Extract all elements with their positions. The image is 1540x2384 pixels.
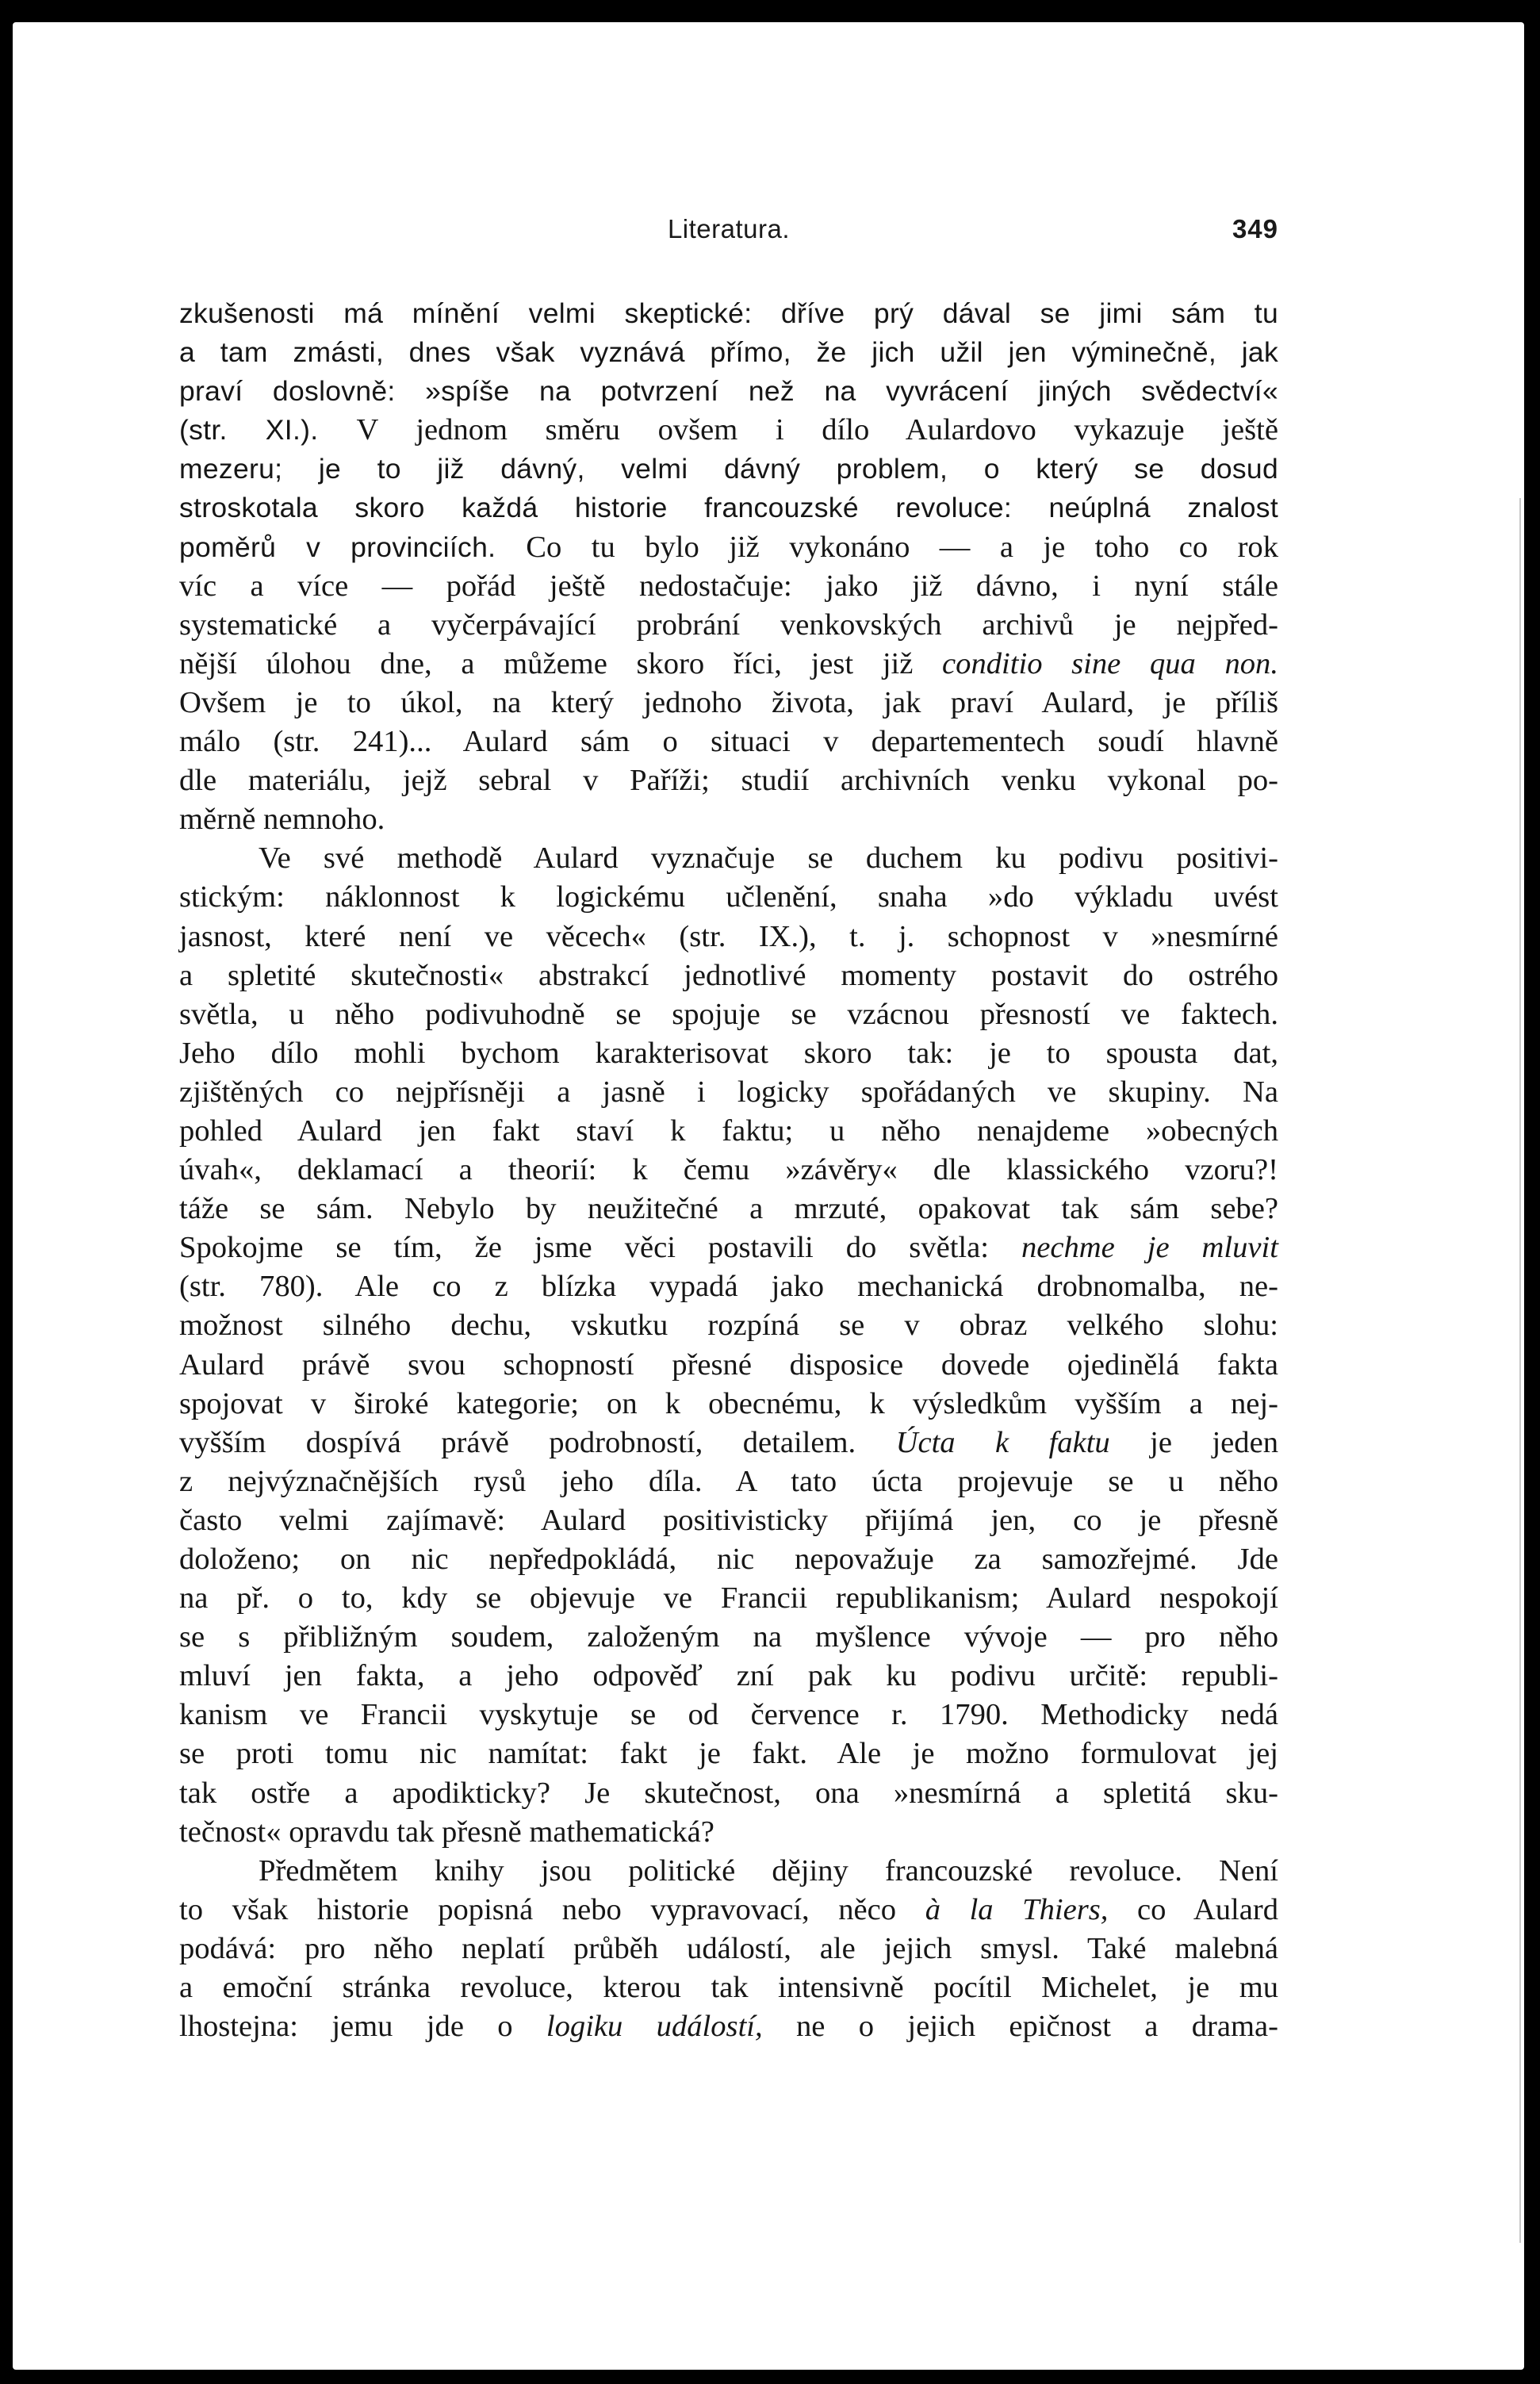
paragraph-3 (179, 1852, 1278, 2046)
text-segment: poměrů v provinciích. (179, 531, 527, 563)
italic-phrase: conditio sine qua non. (942, 646, 1278, 680)
text-line: měrně nemnoho. (179, 803, 385, 837)
text-line: a spletité skutečnosti« abstrakcí jednotlivé momenty postavit do ostrého (179, 958, 1278, 992)
text-line: Ve své methodě Aulard vyznačuje se duchem ku podivu positivi- (259, 841, 1278, 876)
text-line: málo (str. 241)... Aulard sám o situaci v departementech soudí hlavně (179, 725, 1278, 759)
text-segment: je jeden (1109, 1425, 1278, 1459)
text-line (179, 1424, 1278, 1462)
paragraph-1 (179, 294, 1278, 839)
italic-phrase: logiku událostí, (546, 2010, 763, 2044)
text-segment: (str. XI.). (179, 414, 357, 447)
running-title: Literatura. (667, 214, 791, 243)
text-line: světla, u něho podivuhodně se spojuje se vzácnou přesností ve faktech. (179, 997, 1278, 1031)
text-line: systematické a vyčerpávající probrání venkovských archivů je nejpřed- (179, 607, 1278, 642)
text-segment: lhostejna: jemu jde o (179, 2010, 546, 2044)
text-line: (str. 780). Ale co z blízka vypadá jako mechanická drobnomalba, ne- (179, 1270, 1278, 1304)
page-edge-shadow (1519, 498, 1521, 2243)
text-line: úvah«, deklamací a theorií: k čemu »závěry« dle klassického vzoru?! (179, 1153, 1278, 1187)
text-line: se s přibližným soudem, založeným na myšlence vývoje — pro něho (179, 1620, 1278, 1654)
text-line: a tam zmásti, dnes však vyznává přímo, že jich užil jen výminečně, jak (179, 336, 1278, 369)
text-line: táže se sám. Nebylo by neužitečné a mrzuté, opakovat tak sám sebe? (179, 1192, 1278, 1226)
text-line (179, 1228, 1278, 1267)
text-line (179, 411, 1278, 450)
text-line: se proti tomu nic namítat: fakt je fakt. Ale je možno formulovat jej (179, 1737, 1278, 1771)
text-segment: co Aulard (1108, 1892, 1279, 1926)
text-segment: ne o jejich epičnost a drama- (762, 2010, 1278, 2044)
text-line: jasnost, které není ve věcech« (str. IX.), t. j. schopnost v »nesmírné (179, 919, 1278, 953)
text-line: Jeho dílo mohli bychom karakterisovat skoro tak: je to spousta dat, (179, 1036, 1278, 1070)
paragraph-2 (179, 839, 1278, 1851)
text-segment: Co tu bylo již vykonáno — a je toho co rok (526, 530, 1278, 564)
text-line: a emoční stránka revoluce, kterou tak intensivně pocítil Michelet, je mu (179, 1971, 1278, 2005)
italic-phrase: Úcta k faktu (895, 1425, 1110, 1459)
text-line: víc a více — pořád ještě nedostačuje: jako již dávno, i nyní stále (179, 569, 1278, 603)
text-segment: to však historie popisná nebo vypravovací, něco (179, 1892, 925, 1926)
page-number: 349 (1232, 214, 1278, 243)
text-line: podává: pro něho neplatí průběh událostí, ale jejich smysl. Také malebná (179, 1931, 1278, 1965)
text-line: spojovat v široké kategorie; on k obecnému, k výsledkům vyšším a nej- (179, 1386, 1278, 1420)
text-segment: nější úlohou dne, a můžeme skoro říci, jest již (179, 646, 943, 680)
text-line: Předmětem knihy jsou politické dějiny francouzské revoluce. Není (259, 1853, 1278, 1888)
body-text (179, 294, 1278, 2046)
text-line: mluví jen fakta, a jeho odpověď zní pak ku podivu určitě: republi- (179, 1659, 1278, 1693)
text-line: často velmi zajímavě: Aulard positivisticky přijímá jen, co je přesně (179, 1503, 1278, 1537)
text-line: zjištěných co nejpřísněji a jasně i logicky spořádaných ve skupiny. Na (179, 1075, 1278, 1109)
text-line (179, 2007, 1278, 2046)
text-line (179, 645, 1278, 684)
text-line (179, 1891, 1278, 1930)
text-line: tak ostře a apodikticky? Je skutečnost, ona »nesmírná a spletitá sku- (179, 1776, 1278, 1810)
text-line: tečnost« opravdu tak přesně mathematická? (179, 1815, 714, 1849)
text-line: na př. o to, kdy se objevuje ve Francii republikanism; Aulard nespokojí (179, 1581, 1278, 1616)
text-line: stroskotala skoro každá historie francouzské revoluce: neúplná znalost (179, 492, 1278, 524)
text-line: doloženo; on nic nepředpokládá, nic nepovažuje za samozřejmé. Jde (179, 1543, 1278, 1576)
text-line: kanism ve Francii vyskytuje se od července r. 1790. Methodicky nedá (179, 1698, 1278, 1732)
text-segment: vyšším dospívá právě podrobností, detailem. (179, 1425, 896, 1459)
text-line: možnost silného dechu, vskutku rozpíná se v obraz velkého slohu: (179, 1309, 1278, 1343)
text-line: z nejvýznačnějších rysů jeho díla. A tato úcta projevuje se u něho (179, 1464, 1278, 1498)
text-line: praví doslovně: »spíše na potvrzení než na vyvrácení jiných svědectví« (179, 375, 1278, 408)
page-header (179, 214, 1278, 254)
text-line: dle materiálu, jejž sebral v Paříži; studií archivních venku vykonal po- (179, 764, 1278, 798)
text-line: pohled Aulard jen fakt staví k faktu; u něho nenajdeme »obecných (179, 1113, 1278, 1148)
text-line: Ovšem je to úkol, na který jednoho života, jak praví Aulard, je příliš (179, 685, 1278, 719)
text-segment: Spokojme se tím, že jsme věci postavili do světla: (179, 1231, 1021, 1265)
text-line: stickým: náklonnost k logickému učlenění, snaha »do výkladu uvést (179, 880, 1278, 914)
text-line: Aulard právě svou schopností přesné disposice dovede ojedinělá fakta (179, 1347, 1278, 1382)
text-segment: V jednom směru ovšem i dílo Aulardovo vykazuje ještě (356, 413, 1278, 447)
italic-phrase: à la Thiers, (925, 1892, 1109, 1926)
italic-phrase: nechme je mluvit (1021, 1231, 1278, 1265)
text-line (179, 528, 1278, 567)
text-line: zkušenosti má mínění velmi skeptické: dříve prý dával se jimi sám tu (179, 297, 1278, 329)
text-line: mezeru; je to již dávný, velmi dávný problem, o který se dosud (179, 453, 1278, 485)
